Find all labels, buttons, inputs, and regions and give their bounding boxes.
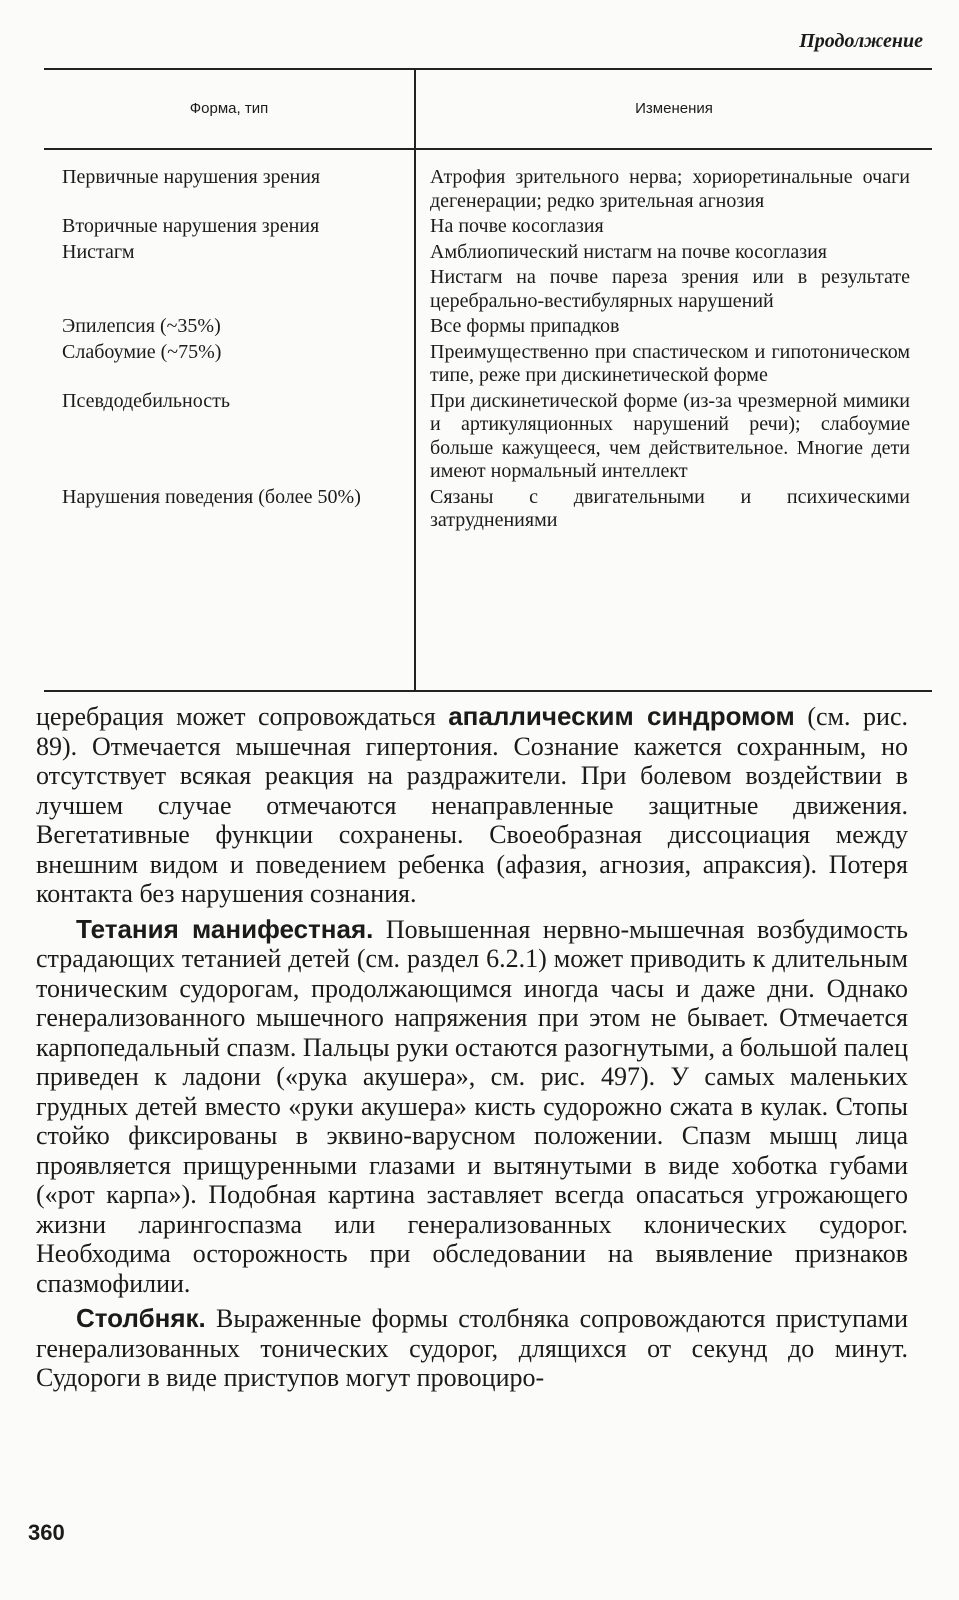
row-form: Слабоумие (~75%) [62,340,222,363]
header-changes: Изменения [635,100,713,117]
paragraph-tetanus [36,1304,908,1393]
row-change: Амблиопический нистагм на почве косоглазия [430,240,827,263]
row-change: Преимущественно при спастическом и гипотоническом типе, реже при дискинетической форме [430,340,910,386]
table-row [44,315,932,339]
row-change: Атрофия зрительного нерва; хориоретинальные очаги дегенерации; редко зрительная агнозия [430,166,910,212]
term-tetanus: Столбняк. [76,1303,206,1333]
row-form: Первичные нарушения зрения [62,166,321,188]
paragraph-text: Повышенная нервно-мышечная возбудимость страдающих тетанией детей (см. раздел 6.2.1) может приводить к длительным тоническим судорогам, продолжающимся иногда часы и даже дни. Однако генерализованного мышечного напряжения при этом не бывает. Отмечается карпопедальный спазм. Пальцы руки остаются разогнутыми, а большой палец приведен к ладони («рука акушера», см. рис. 497). У самых маленьких грудных детей вместо «руки акушера» кисть судорожно сжата в кулак. Стопы стойко фиксированы в эквино-варусном положении. Спазм мышц лица проявляется прищуренными глазами и вытянутыми в виде хоботка губами («рот карпа»). Подобная картина заставляет всегда опасаться угрожающего жизни ларингоспазма или генерализованных клонических судорог. Необходима осторожность при обследовании на выявление признаков спазмофилии. [36,914,908,1298]
term-apallic-syndrome: апаллическим синдромом [448,701,795,731]
body-text [36,702,908,1393]
continuation-label: Продолжение [799,30,923,52]
row-change: При дискинетической форме (из-за чрезмерной мимики и артикуляционных нарушений речи); слабоумие больше кажущееся, чем действительное. Многие дети имеют нормальный интеллект [430,389,910,482]
table-row [44,390,932,484]
page-number: 360 [28,1520,65,1545]
term-tetany: Тетания манифестная. [76,913,374,944]
table-body [44,166,932,535]
paragraph-text: церебрация может сопровождаться [36,702,449,731]
table-row [44,241,932,265]
row-form [44,266,416,313]
row-change: Сязаны с двигательными и психическими затруднениями [430,485,910,531]
row-form: Вторичные нарушения зрения [62,215,320,237]
table-row [44,266,932,313]
table-row [44,486,932,533]
row-form: Эпилепсия (~35%) [62,315,221,337]
row-change: Нистагм на почве пареза зрения или в результате церебрально-вестибулярных нарушений [430,266,910,312]
row-form: Псевдодебильность [62,389,230,412]
table-row [44,215,932,239]
row-change: Все формы припадков [430,315,620,337]
table-row [44,341,932,388]
paragraph-text: Выраженные формы столбняка сопровождаются приступами генерализованных тонических судорог, длящихся от секунд до минут. Судороги в виде приступов могут провоциро- [36,1304,908,1392]
table-header [44,70,932,150]
paragraph-tetany [36,915,908,1299]
paragraph-text: (см. рис. 89). Отмечается мышечная гипертония. Сознание кажется сохранным, но отсутствует всякая реакция на раздражители. При болевом воздействии в лучшем случае отмечаются ненаправленные защитные движения. Вегетативные функции сохранены. Своеобразная диссоциация между внешним видом и поведением ребенка (афазия, агнозия, апраксия). Потеря контакта без нарушения сознания. [36,702,908,908]
row-form: Нарушения поведения (более 50%) [62,485,361,508]
row-change: На почве косоглазия [430,215,604,237]
disorders-table [44,68,932,692]
table-row [44,166,932,213]
row-form: Нистагм [62,240,135,263]
header-form-type: Форма, тип [189,100,269,117]
paragraph-apallic [36,702,908,909]
